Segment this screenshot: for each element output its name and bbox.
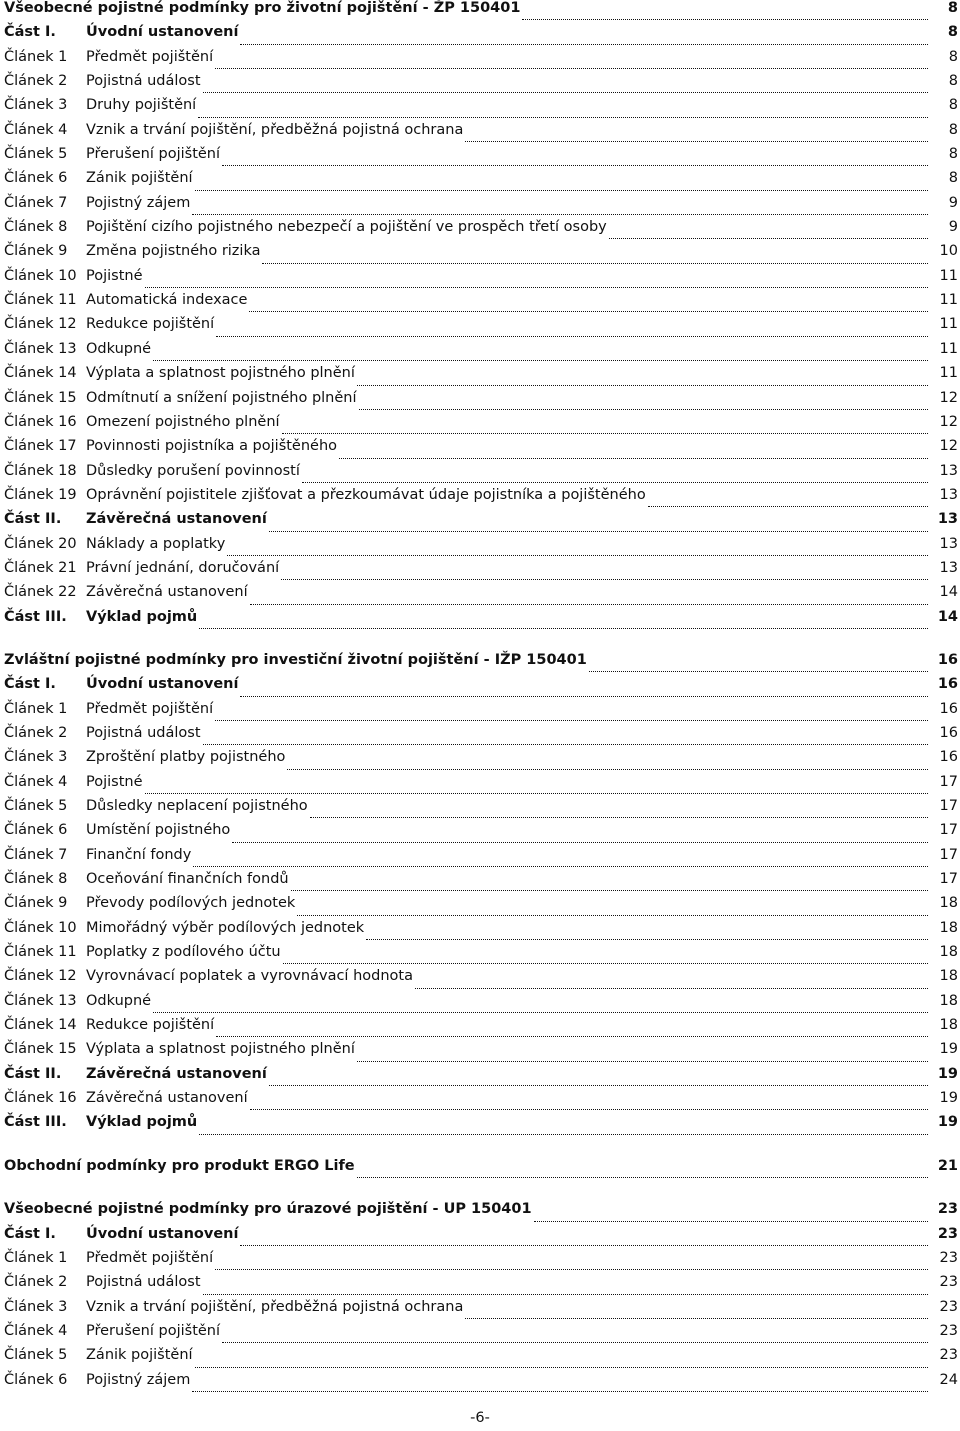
toc-page-number: 19 bbox=[939, 1041, 958, 1058]
toc-dot-leader bbox=[215, 720, 928, 721]
toc-dot-leader bbox=[534, 1221, 928, 1222]
toc-page-number: 23 bbox=[939, 1274, 958, 1291]
toc-article-entry[interactable] bbox=[0, 1347, 960, 1371]
toc-dot-leader bbox=[287, 769, 928, 770]
toc-page-number: 16 bbox=[939, 749, 958, 766]
toc-entry-title: Pojistná událost bbox=[86, 724, 201, 741]
toc-page-number: 9 bbox=[948, 219, 958, 236]
toc-page-number: 16 bbox=[939, 724, 958, 741]
toc-entry-title: Pojištění cizího pojistného nebezpečí a pojištění ve prospěch třetí osoby bbox=[86, 219, 607, 236]
toc-dot-leader bbox=[199, 628, 928, 629]
toc-entry-label: Článek 4 bbox=[4, 1322, 68, 1339]
toc-entry-label: Článek 2 bbox=[4, 724, 68, 741]
toc-article-entry[interactable] bbox=[0, 49, 960, 73]
toc-entry-label: Článek 5 bbox=[4, 146, 68, 163]
toc-entry-title: Pojistné bbox=[86, 267, 143, 284]
toc-dot-leader bbox=[240, 44, 928, 45]
toc-entry-label: Článek 6 bbox=[4, 1371, 68, 1388]
toc-article-entry[interactable] bbox=[0, 1250, 960, 1274]
toc-entry-title: Výklad pojmů bbox=[86, 608, 198, 625]
toc-page-number: 18 bbox=[939, 919, 958, 936]
toc-entry-label: Článek 11 bbox=[4, 292, 77, 309]
toc-dot-leader bbox=[240, 1245, 928, 1246]
toc-article-entry[interactable] bbox=[0, 146, 960, 170]
toc-dot-leader bbox=[302, 482, 928, 483]
toc-entry-title: Předmět pojištění bbox=[86, 1249, 214, 1266]
toc-page-number: 16 bbox=[937, 651, 958, 668]
toc-dot-leader bbox=[522, 19, 928, 20]
toc-page-number: 11 bbox=[939, 365, 958, 382]
toc-entry-title: Zánik pojištění bbox=[86, 1347, 193, 1364]
toc-dot-leader bbox=[249, 311, 928, 312]
toc-entry-label: Část II. bbox=[4, 511, 62, 528]
toc-article-entry[interactable] bbox=[0, 774, 960, 798]
toc-page-number: 14 bbox=[937, 608, 958, 625]
toc-entry-title: Mimořádný výběr podílových jednotek bbox=[86, 919, 365, 936]
toc-entry-title: Úvodní ustanovení bbox=[86, 1225, 239, 1242]
toc-dot-leader bbox=[203, 92, 929, 93]
toc-entry-label: Článek 4 bbox=[4, 773, 68, 790]
toc-entry-label: Článek 2 bbox=[4, 1274, 68, 1291]
toc-entry-label: Článek 9 bbox=[4, 895, 68, 912]
toc-page-number: 8 bbox=[948, 121, 958, 138]
toc-page-number: 11 bbox=[939, 340, 958, 357]
toc-entry-label: Článek 20 bbox=[4, 535, 77, 552]
toc-page-number: 8 bbox=[948, 170, 958, 187]
toc-article-entry[interactable] bbox=[0, 1299, 960, 1323]
toc-entry-title: Umístění pojistného bbox=[86, 822, 231, 839]
toc-page-number: 8 bbox=[948, 146, 958, 163]
toc-dot-leader bbox=[199, 1134, 928, 1135]
toc-article-entry[interactable] bbox=[0, 560, 960, 584]
toc-page-number: 14 bbox=[939, 584, 958, 601]
toc-dot-leader bbox=[366, 939, 928, 940]
toc-entry-label: Článek 13 bbox=[4, 340, 77, 357]
toc-page-number: 17 bbox=[939, 846, 958, 863]
toc-dot-leader bbox=[465, 1318, 928, 1319]
toc-section bbox=[0, 1201, 960, 1396]
toc-page-number: 8 bbox=[948, 48, 958, 65]
toc-page-number: 11 bbox=[939, 292, 958, 309]
toc-dot-leader bbox=[281, 579, 928, 580]
toc-entry-title: Odkupné bbox=[86, 992, 152, 1009]
toc-entry-title: Pojistné bbox=[86, 773, 143, 790]
toc-article-entry[interactable] bbox=[0, 993, 960, 1017]
toc-article-entry[interactable] bbox=[0, 1017, 960, 1041]
toc-entry-title: Náklady a poplatky bbox=[86, 535, 226, 552]
toc-page-number: 23 bbox=[939, 1298, 958, 1315]
toc-heading-title: Všeobecné pojistné podmínky pro životní pojištění - ŽP 150401 bbox=[4, 0, 521, 16]
toc-page-number: 8 bbox=[947, 24, 958, 41]
toc-entry-label: Článek 22 bbox=[4, 584, 77, 601]
toc-section bbox=[0, 652, 960, 1158]
toc-dot-leader bbox=[415, 988, 928, 989]
toc-page-number: 18 bbox=[939, 944, 958, 961]
toc-article-entry[interactable] bbox=[0, 292, 960, 316]
toc-heading-title: Všeobecné pojistné podmínky pro úrazové pojištění - UP 150401 bbox=[4, 1201, 532, 1218]
toc-article-entry[interactable] bbox=[0, 1274, 960, 1298]
toc-entry-title: Úvodní ustanovení bbox=[86, 24, 239, 41]
toc-article-entry[interactable] bbox=[0, 316, 960, 340]
toc-entry-label: Část I. bbox=[4, 1225, 56, 1242]
toc-entry-title: Poplatky z podílového účtu bbox=[86, 944, 281, 961]
toc-article-entry[interactable] bbox=[0, 822, 960, 846]
toc-article-entry[interactable] bbox=[0, 1323, 960, 1347]
toc-entry-label: Článek 9 bbox=[4, 243, 68, 260]
toc-article-entry[interactable] bbox=[0, 73, 960, 97]
toc-dot-leader bbox=[215, 68, 928, 69]
toc-page-number: 21 bbox=[937, 1157, 958, 1174]
toc-page-number: 23 bbox=[939, 1347, 958, 1364]
toc-article-entry[interactable] bbox=[0, 122, 960, 146]
toc-dot-leader bbox=[240, 696, 928, 697]
toc-entry-label: Článek 5 bbox=[4, 798, 68, 814]
toc-section-heading[interactable] bbox=[0, 0, 960, 24]
toc-entry-title: Výklad pojmů bbox=[86, 1114, 198, 1131]
toc-article-entry[interactable] bbox=[0, 268, 960, 292]
toc-dot-leader bbox=[250, 1109, 928, 1110]
toc-entry-label: Článek 1 bbox=[4, 700, 68, 717]
toc-article-entry[interactable] bbox=[0, 487, 960, 511]
toc-part-entry[interactable] bbox=[0, 24, 960, 48]
toc-entry-title: Pojistná událost bbox=[86, 1274, 201, 1291]
toc-entry-title: Úvodní ustanovení bbox=[86, 676, 239, 693]
toc-dot-leader bbox=[589, 671, 928, 672]
toc-entry-label: Článek 10 bbox=[4, 267, 77, 284]
toc-entry-title: Redukce pojištění bbox=[86, 1017, 215, 1034]
toc-entry-title: Přerušení pojištění bbox=[86, 146, 221, 163]
toc-article-entry[interactable] bbox=[0, 390, 960, 414]
toc-entry-title: Zánik pojištění bbox=[86, 170, 193, 187]
toc-article-entry[interactable] bbox=[0, 584, 960, 608]
toc-entry-title: Oceňování finančních fondů bbox=[86, 871, 289, 888]
toc-entry-label: Článek 8 bbox=[4, 219, 68, 236]
toc-entry-title: Pojistný zájem bbox=[86, 1371, 191, 1388]
toc-dot-leader bbox=[216, 1036, 928, 1037]
toc-dot-leader bbox=[339, 458, 928, 459]
toc-entry-title: Důsledky porušení povinností bbox=[86, 462, 300, 479]
toc-entry-title: Redukce pojištění bbox=[86, 316, 215, 333]
toc-entry-title: Závěrečná ustanovení bbox=[86, 1065, 267, 1082]
toc-article-entry[interactable] bbox=[0, 1041, 960, 1065]
toc-entry-title: Závěrečná ustanovení bbox=[86, 584, 248, 601]
toc-page-number: 10 bbox=[939, 243, 958, 260]
toc-page-number: 13 bbox=[939, 486, 958, 503]
toc-entry-label: Článek 3 bbox=[4, 749, 68, 766]
toc-page-number: 11 bbox=[939, 316, 958, 333]
toc-entry-label: Článek 10 bbox=[4, 919, 77, 936]
toc-dot-leader bbox=[232, 842, 928, 843]
toc-dot-leader bbox=[269, 1085, 928, 1086]
toc-section-heading[interactable] bbox=[0, 652, 960, 676]
toc-entry-label: Článek 5 bbox=[4, 1347, 68, 1364]
toc-page-number: 23 bbox=[939, 1322, 958, 1339]
toc-article-entry[interactable] bbox=[0, 701, 960, 725]
toc-article-entry[interactable] bbox=[0, 920, 960, 944]
toc-article-entry[interactable] bbox=[0, 895, 960, 919]
toc-article-entry[interactable] bbox=[0, 97, 960, 121]
toc-dot-leader bbox=[153, 1012, 928, 1013]
toc-page-number: 17 bbox=[939, 773, 958, 790]
toc-entry-label: Článek 11 bbox=[4, 944, 77, 961]
toc-entry-title: Vznik a trvání pojištění, předběžná pojistná ochrana bbox=[86, 121, 464, 138]
toc-entry-title: Závěrečná ustanovení bbox=[86, 1090, 248, 1107]
toc-dot-leader bbox=[357, 1061, 928, 1062]
toc-page-number: 13 bbox=[939, 559, 958, 576]
toc-dot-leader bbox=[215, 1269, 928, 1270]
toc-entry-title: Vznik a trvání pojištění, předběžná pojistná ochrana bbox=[86, 1298, 464, 1315]
toc-entry-title: Závěrečná ustanovení bbox=[86, 511, 267, 528]
section-spacer bbox=[0, 633, 960, 652]
toc-page-number: 12 bbox=[939, 413, 958, 430]
toc-entry-title: Odkupné bbox=[86, 340, 152, 357]
toc-entry-label: Článek 1 bbox=[4, 1249, 68, 1266]
toc-dot-leader bbox=[283, 963, 928, 964]
toc-entry-label: Článek 6 bbox=[4, 170, 68, 187]
toc-entry-label: Článek 17 bbox=[4, 438, 77, 455]
toc-page-number: 9 bbox=[948, 194, 958, 211]
toc-entry-title: Převody podílových jednotek bbox=[86, 895, 296, 912]
toc-page-number: 13 bbox=[939, 535, 958, 552]
toc-heading-title: Obchodní podmínky pro produkt ERGO Life bbox=[4, 1157, 355, 1174]
toc-dot-leader bbox=[153, 360, 928, 361]
toc-entry-label: Část I. bbox=[4, 24, 56, 41]
toc-page-number: 18 bbox=[939, 895, 958, 912]
toc-page-number: 19 bbox=[939, 1090, 958, 1107]
toc-page-number: 17 bbox=[939, 798, 958, 814]
toc-article-entry[interactable] bbox=[0, 463, 960, 487]
toc-article-entry[interactable] bbox=[0, 243, 960, 267]
toc-entry-title: Pojistný zájem bbox=[86, 194, 191, 211]
toc-page-number: 23 bbox=[937, 1201, 958, 1218]
toc-part-entry[interactable] bbox=[0, 1114, 960, 1138]
toc-entry-label: Článek 13 bbox=[4, 992, 77, 1009]
toc-article-entry[interactable] bbox=[0, 1372, 960, 1396]
toc-entry-title: Oprávnění pojistitele zjišťovat a přezkoumávat údaje pojistníka a pojištěného bbox=[86, 486, 646, 503]
toc-dot-leader bbox=[195, 1367, 928, 1368]
toc-page-number: 19 bbox=[937, 1114, 958, 1131]
toc-article-entry[interactable] bbox=[0, 798, 960, 822]
toc-entry-label: Článek 12 bbox=[4, 316, 77, 333]
toc-dot-leader bbox=[222, 1342, 928, 1343]
toc-entry-label: Článek 1 bbox=[4, 48, 68, 65]
toc-page-number: 17 bbox=[939, 822, 958, 839]
toc-dot-leader bbox=[192, 214, 928, 215]
toc-entry-title: Přerušení pojištění bbox=[86, 1322, 221, 1339]
toc-page-number: 18 bbox=[939, 1017, 958, 1034]
toc-dot-leader bbox=[262, 263, 928, 264]
toc-entry-label: Článek 2 bbox=[4, 73, 68, 90]
toc-page-number: 23 bbox=[939, 1249, 958, 1266]
toc-entry-label: Článek 4 bbox=[4, 121, 68, 138]
section-spacer bbox=[0, 1139, 960, 1158]
toc-article-entry[interactable] bbox=[0, 341, 960, 365]
toc-dot-leader bbox=[648, 506, 928, 507]
toc-entry-label: Článek 3 bbox=[4, 97, 68, 114]
toc-heading-title: Zvláštní pojistné podmínky pro investiční životní pojištění - IŽP 150401 bbox=[4, 651, 587, 668]
toc-page-number: 23 bbox=[937, 1225, 958, 1242]
toc-entry-label: Část II. bbox=[4, 1065, 62, 1082]
toc-page-number: 13 bbox=[937, 511, 958, 528]
toc-page-number: 12 bbox=[939, 389, 958, 406]
toc-article-entry[interactable] bbox=[0, 414, 960, 438]
section-spacer bbox=[0, 1182, 960, 1201]
toc-entry-label: Část III. bbox=[4, 1114, 67, 1131]
page-number: -6- bbox=[470, 1410, 490, 1426]
toc-entry-label: Článek 14 bbox=[4, 365, 77, 382]
toc-page-number: 8 bbox=[948, 73, 958, 90]
toc-article-entry[interactable] bbox=[0, 170, 960, 194]
toc-dot-leader bbox=[203, 744, 929, 745]
toc-entry-title: Druhy pojištění bbox=[86, 97, 197, 114]
toc-entry-label: Článek 14 bbox=[4, 1017, 77, 1034]
toc-dot-leader bbox=[145, 793, 928, 794]
toc-entry-title: Automatická indexace bbox=[86, 292, 248, 309]
toc-article-entry[interactable] bbox=[0, 365, 960, 389]
toc-entry-label: Článek 12 bbox=[4, 968, 77, 985]
toc-entry-label: Článek 18 bbox=[4, 462, 77, 479]
toc-entry-label: Článek 15 bbox=[4, 389, 77, 406]
toc-page-number: 24 bbox=[939, 1371, 958, 1388]
toc-entry-title: Odmítnutí a snížení pojistného plnění bbox=[86, 389, 357, 406]
toc-dot-leader bbox=[357, 1177, 928, 1178]
toc-entry-label: Článek 16 bbox=[4, 1090, 77, 1107]
toc-article-entry[interactable] bbox=[0, 871, 960, 895]
toc-entry-title: Předmět pojištění bbox=[86, 700, 214, 717]
toc-entry-title: Právní jednání, doručování bbox=[86, 559, 280, 576]
toc-entry-label: Článek 15 bbox=[4, 1041, 77, 1058]
toc-entry-label: Článek 21 bbox=[4, 559, 77, 576]
toc-dot-leader bbox=[222, 165, 928, 166]
toc-entry-label: Článek 19 bbox=[4, 486, 77, 503]
toc-dot-leader bbox=[465, 141, 928, 142]
toc-page-number: 16 bbox=[939, 700, 958, 717]
toc-dot-leader bbox=[203, 1294, 929, 1295]
toc-article-entry[interactable] bbox=[0, 195, 960, 219]
toc-dot-leader bbox=[291, 890, 928, 891]
toc-article-entry[interactable] bbox=[0, 725, 960, 749]
toc-page-number: 16 bbox=[937, 676, 958, 693]
toc-page-number: 12 bbox=[939, 438, 958, 455]
toc-article-entry[interactable] bbox=[0, 1090, 960, 1114]
toc-dot-leader bbox=[227, 555, 928, 556]
toc-dot-leader bbox=[192, 1391, 928, 1392]
toc-dot-leader bbox=[250, 604, 928, 605]
toc-part-entry[interactable] bbox=[0, 1226, 960, 1250]
toc-entry-title: Vyrovnávací poplatek a vyrovnávací hodnota bbox=[86, 968, 413, 985]
toc-article-entry[interactable] bbox=[0, 749, 960, 773]
toc-dot-leader bbox=[282, 433, 928, 434]
toc-entry-title: Předmět pojištění bbox=[86, 48, 214, 65]
toc-entry-title: Výplata a splatnost pojistného plnění bbox=[86, 1041, 355, 1058]
toc-entry-title: Omezení pojistného plnění bbox=[86, 413, 280, 430]
toc-section bbox=[0, 1158, 960, 1201]
toc-part-entry[interactable] bbox=[0, 676, 960, 700]
toc-entry-title: Finanční fondy bbox=[86, 846, 192, 863]
toc-dot-leader bbox=[195, 190, 928, 191]
toc-page-number: 17 bbox=[939, 871, 958, 888]
toc-dot-leader bbox=[269, 531, 928, 532]
toc-entry-label: Článek 7 bbox=[4, 846, 68, 863]
toc-section-heading[interactable] bbox=[0, 1201, 960, 1225]
toc-page-number: 19 bbox=[937, 1065, 958, 1082]
toc-article-entry[interactable] bbox=[0, 847, 960, 871]
toc-part-entry[interactable] bbox=[0, 1066, 960, 1090]
toc-page-number: 18 bbox=[939, 992, 958, 1009]
toc-page-number: 13 bbox=[939, 462, 958, 479]
toc-dot-leader bbox=[310, 817, 928, 818]
toc-section bbox=[0, 0, 960, 652]
toc-page-number: 11 bbox=[939, 267, 958, 284]
toc-dot-leader bbox=[193, 866, 928, 867]
toc-entry-title: Výplata a splatnost pojistného plnění bbox=[86, 365, 355, 382]
toc-entry-label: Část I. bbox=[4, 676, 56, 693]
toc-part-entry[interactable] bbox=[0, 511, 960, 535]
toc-entry-title: Důsledky neplacení pojistného bbox=[86, 798, 308, 814]
toc-dot-leader bbox=[216, 336, 928, 337]
toc-entry-title: Povinnosti pojistníka a pojištěného bbox=[86, 438, 338, 455]
toc-dot-leader bbox=[609, 238, 928, 239]
toc-dot-leader bbox=[357, 385, 928, 386]
toc-article-entry[interactable] bbox=[0, 536, 960, 560]
toc-entry-label: Článek 3 bbox=[4, 1298, 68, 1315]
toc-entry-title: Zproštění platby pojistného bbox=[86, 749, 286, 766]
toc-entry-label: Článek 16 bbox=[4, 413, 77, 430]
toc-dot-leader bbox=[359, 409, 928, 410]
toc-dot-leader bbox=[198, 117, 928, 118]
toc-article-entry[interactable] bbox=[0, 944, 960, 968]
toc-entry-label: Článek 6 bbox=[4, 822, 68, 839]
toc-section-heading[interactable] bbox=[0, 1158, 960, 1182]
toc-dot-leader bbox=[297, 915, 928, 916]
toc-article-entry[interactable] bbox=[0, 438, 960, 462]
toc-page-number: 18 bbox=[939, 968, 958, 985]
toc-article-entry[interactable] bbox=[0, 219, 960, 243]
toc-page-number: 8 bbox=[948, 97, 958, 114]
toc-article-entry[interactable] bbox=[0, 968, 960, 992]
toc-entry-title: Změna pojistného rizika bbox=[86, 243, 261, 260]
toc-entry-title: Pojistná událost bbox=[86, 73, 201, 90]
toc-part-entry[interactable] bbox=[0, 609, 960, 633]
toc-entry-label: Část III. bbox=[4, 608, 67, 625]
toc-entry-label: Článek 7 bbox=[4, 194, 68, 211]
toc-page-number: 8 bbox=[947, 0, 958, 16]
toc-entry-label: Článek 8 bbox=[4, 871, 68, 888]
toc-dot-leader bbox=[145, 287, 928, 288]
